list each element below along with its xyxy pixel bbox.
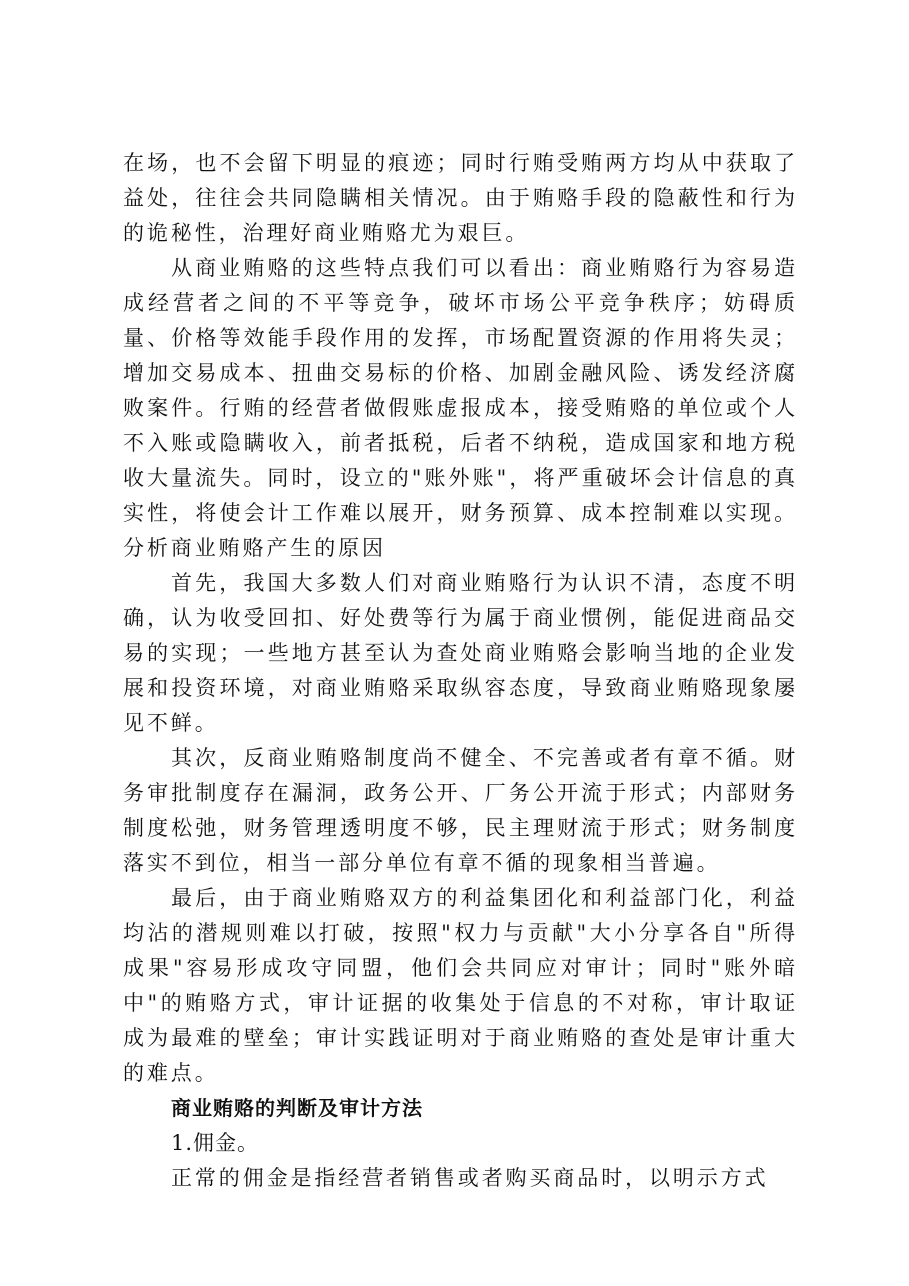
paragraph-second-reason: 其次，反商业贿赂制度尚不健全、不完善或者有章不循。财务审批制度存在漏洞，政务公开、厂务公开流于形式；内部财务制度松弛，财务管理透明度不够，民主理财流于形式；财务制度落实不到位，相当一部分单位有章不循的现象相当普遍。 [123, 746, 798, 875]
paragraph-continuation: 在场，也不会留下明显的痕迹；同时行贿受贿两方均从中获取了益处，往往会共同隐瞒相关情况。由于贿赂手段的隐蔽性和行为的诡秘性，治理好商业贿赂尤为艰巨。 [123, 151, 798, 245]
paragraph-final-reason: 最后，由于商业贿赂双方的利益集团化和利益部门化，利益均沾的潜规则难以打破，按照"权力与贡献"大小分享各自"所得成果"容易形成攻守同盟，他们会共同应对审计；同时"账外暗中"的贿赂方式，审计证据的收集处于信息的不对称，审计取证成为最难的壁垒；审计实践证明对于商业贿赂的查处是审计重大的难点。 [123, 886, 798, 1085]
paragraph-first-reason: 首先，我国大多数人们对商业贿赂行为认识不清，态度不明确，认为收受回扣、好处费等行为属于商业惯例，能促进商品交易的实现；一些地方甚至认为查处商业贿赂会影响当地的企业发展和投资环境，对商业贿赂采取纵容态度，导致商业贿赂现象屡见不鲜。 [123, 571, 798, 735]
list-item-commission: 1.佣金。 [171, 1131, 260, 1155]
document-page [123, 146, 798, 1196]
paragraph-characteristics: 从商业贿赂的这些特点我们可以看出：商业贿赂行为容易造成经营者之间的不平等竞争，破坏市场公平竞争秩序；妨碍质量、价格等效能手段作用的发挥，市场配置资源的作用将失灵；增加交易成本、扭曲交易标的价格、加剧金融风险、诱发经济腐败案件。行贿的经营者做假账虚报成本，接受贿赂的单位或个人不入账或隐瞒收入，前者抵税，后者不纳税，造成国家和地方税收大量流失。同时，设立的"账外账"，将严重破坏会计信息的真实性，将使会计工作难以展开，财务预算、成本控制难以实现。分析商业贿赂产生的原因 [123, 256, 798, 560]
paragraph-commission-definition: 正常的佣金是指经营者销售或者购买商品时，以明示方式 [171, 1166, 769, 1190]
section-heading: 商业贿赂的判断及审计方法 [171, 1096, 423, 1120]
